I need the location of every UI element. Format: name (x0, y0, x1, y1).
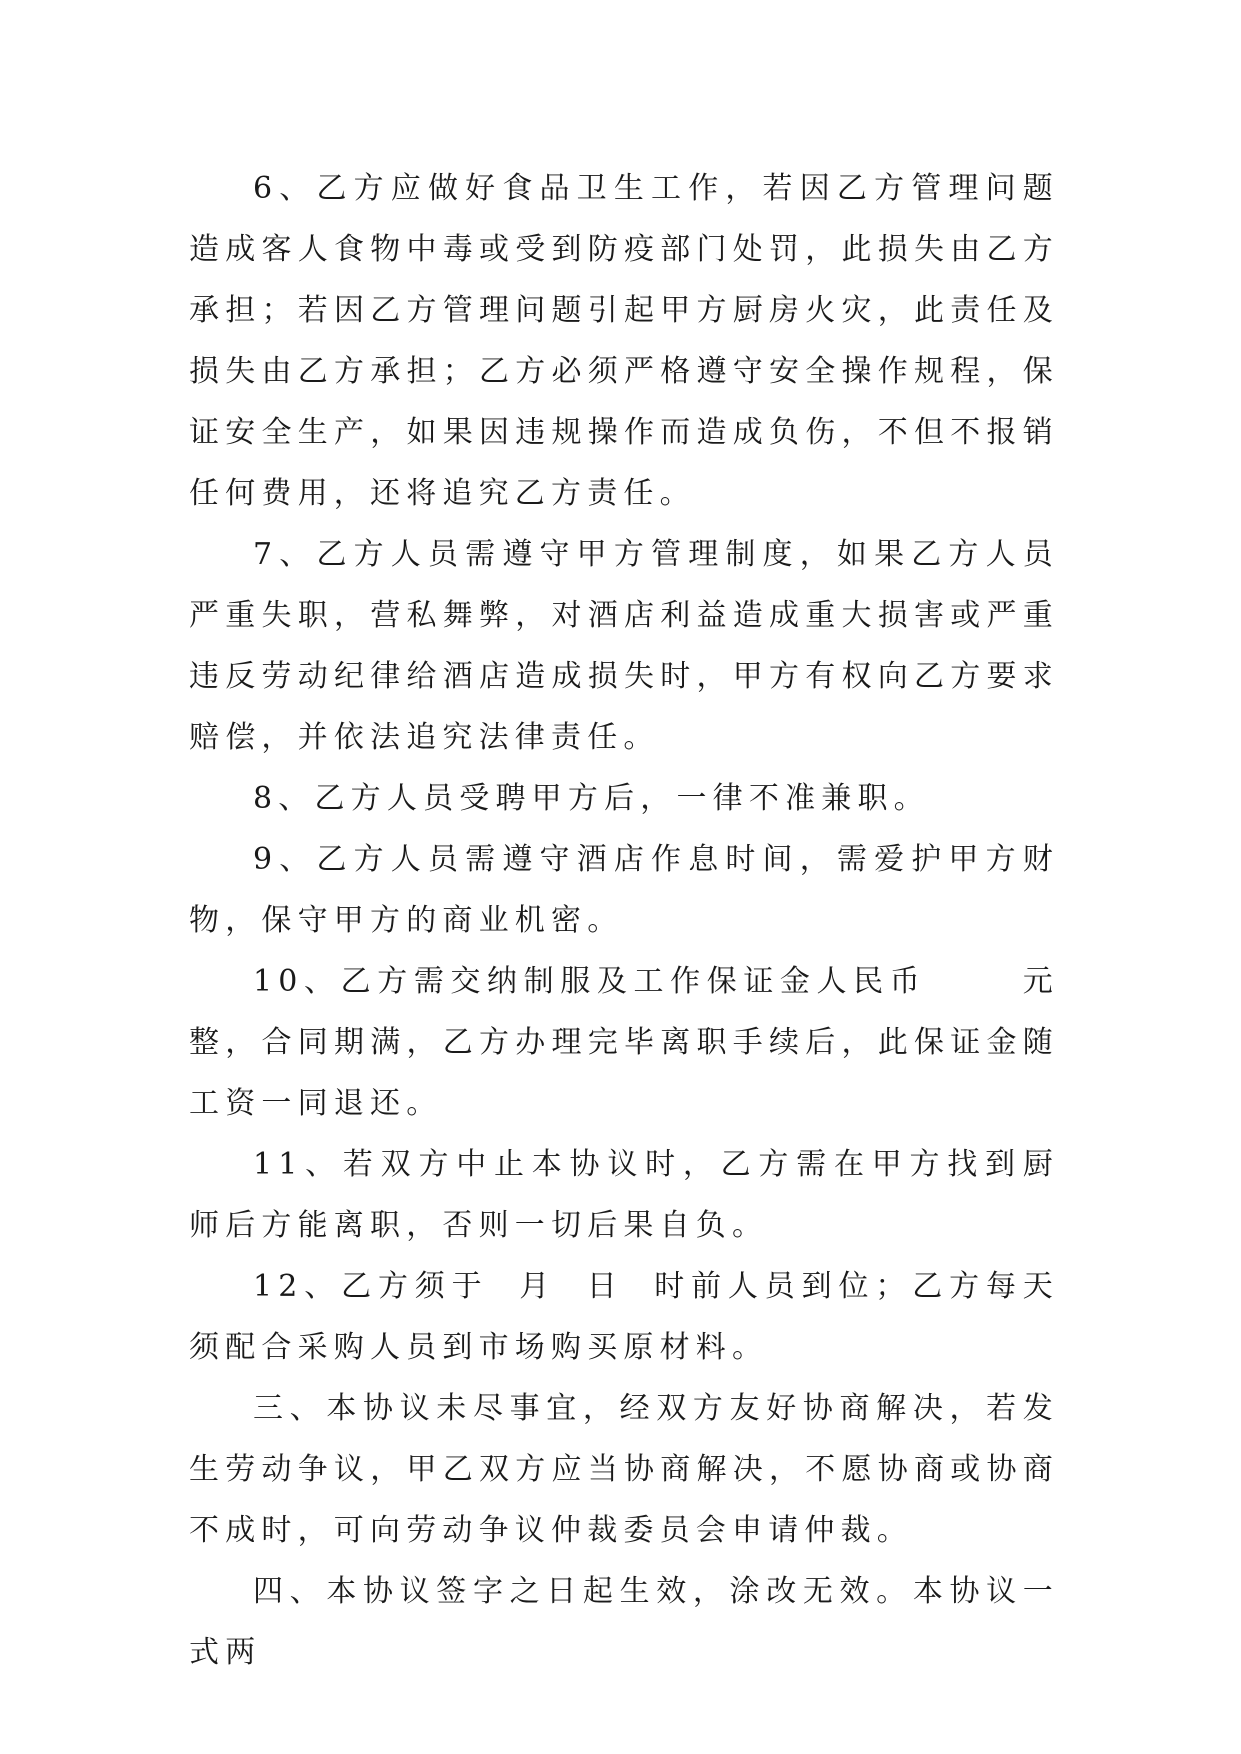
document-body (189, 158, 1059, 1683)
clause-6: 6、乙方应做好食品卫生工作，若因乙方管理问题造成客人食物中毒或受到防疫部门处罚，此损失由乙方承担；若因乙方管理问题引起甲方厨房火灾，此责任及损失由乙方承担；乙方必须严格遵守安全操作规程，保证安全生产，如果因违规操作而造成负伤，不但不报销任何费用，还将追究乙方责任。 (189, 171, 1059, 511)
clause-7: 7、乙方人员需遵守甲方管理制度，如果乙方人员严重失职，营私舞弊，对酒店利益造成重大损害或严重违反劳动纪律给酒店造成损失时，甲方有权向乙方要求赔偿，并依法追究法律责任。 (189, 537, 1059, 755)
clause-11: 11、若双方中止本协议时，乙方需在甲方找到厨师后方能离职，否则一切后果自负。 (189, 1147, 1059, 1243)
section-3: 三、本协议未尽事宜，经双方友好协商解决，若发生劳动争议，甲乙双方应当协商解决，不愿协商或协商不成时，可向劳动争议仲裁委员会申请仲裁。 (189, 1391, 1059, 1548)
clause-10-after: 元整，合同期满，乙方办理完毕离职手续后，此保证金随工资一同退还。 (189, 964, 1059, 1121)
clause-10 (189, 951, 1059, 1134)
clause-9: 9、乙方人员需遵守酒店作息时间，需爱护甲方财物，保守甲方的商业机密。 (189, 842, 1059, 938)
clause-10-before: 10、乙方需交纳制服及工作保证金人民币 (253, 964, 927, 999)
clause-12-rest: 时前人员到位；乙方每天须配合采购人员到市场购买原材料。 (189, 1269, 1059, 1365)
section-4: 四、本协议签字之日起生效，涂改无效。本协议一式两 (189, 1574, 1059, 1670)
day-label: 日 (586, 1269, 624, 1304)
month-label: 月 (518, 1269, 557, 1304)
clause-12-prefix: 12、乙方须于 (253, 1269, 489, 1304)
clause-8: 8、乙方人员受聘甲方后，一律不准兼职。 (253, 781, 930, 816)
clause-12 (189, 1256, 1059, 1378)
